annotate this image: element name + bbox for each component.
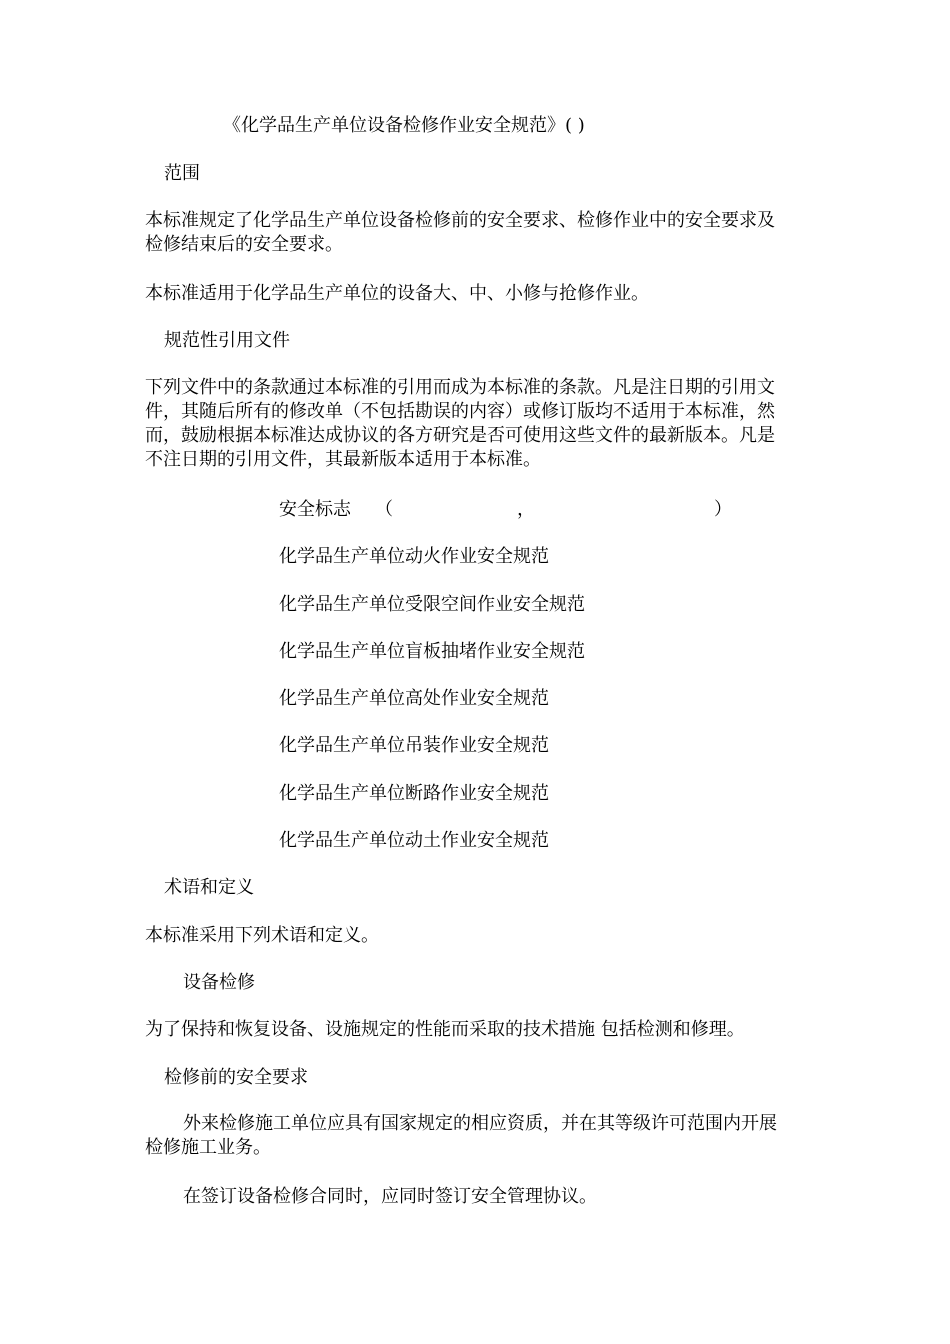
scope-paragraph-1 xyxy=(145,209,810,257)
reference-safety-sign: 安全标志 xyxy=(279,499,351,520)
pre-maintenance-paragraph-2: 在签订设备检修合同时，应同时签订安全管理协议。 xyxy=(183,1186,597,1207)
paragraph-line: 检修结束后的安全要求。 xyxy=(145,234,343,255)
terms-paragraph: 本标准采用下列术语和定义。 xyxy=(145,925,379,946)
paragraph-line: 本标准规定了化学品生产单位设备检修前的安全要求、检修作业中的安全要求及 xyxy=(145,210,775,231)
reference-item: 化学品生产单位动土作业安全规范 xyxy=(279,830,549,851)
term-definition-maintenance: 为了保持和恢复设备、设施规定的性能而采取的技术措施 包括检测和修理。 xyxy=(145,1019,745,1040)
paragraph-line: 检修施工业务。 xyxy=(145,1137,271,1158)
reference-item: 化学品生产单位盲板抽堵作业安全规范 xyxy=(279,641,585,662)
paragraph-line: 下列文件中的条款通过本标准的引用而成为本标准的条款。凡是注日期的引用文 xyxy=(145,377,775,398)
reference-item: 化学品生产单位高处作业安全规范 xyxy=(279,688,549,709)
section-heading-pre-maintenance: 检修前的安全要求 xyxy=(164,1067,308,1088)
term-heading-maintenance: 设备检修 xyxy=(183,972,255,993)
paragraph-line: 外来检修施工单位应具有国家规定的相应资质，并在其等级许可范围内开展 xyxy=(183,1113,777,1134)
scope-paragraph-2: 本标准适用于化学品生产单位的设备大、中、小修与抢修作业。 xyxy=(145,283,649,304)
section-heading-terms: 术语和定义 xyxy=(164,877,254,898)
paragraph-line: 而，鼓励根据本标准达成协议的各方研究是否可使用这些文件的最新版本。凡是 xyxy=(145,425,775,446)
references-paragraph xyxy=(145,376,810,472)
reference-safety-sign-comma: ， xyxy=(517,499,535,520)
paragraph-line: 不注日期的引用文件，其最新版本适用于本标准。 xyxy=(145,449,541,470)
section-heading-scope: 范围 xyxy=(164,163,200,184)
reference-safety-sign-open-paren: （ xyxy=(375,499,393,520)
pre-maintenance-paragraph-1 xyxy=(145,1112,810,1160)
reference-item: 化学品生产单位动火作业安全规范 xyxy=(279,546,549,567)
reference-item: 化学品生产单位断路作业安全规范 xyxy=(279,783,549,804)
paragraph-line: 件，其随后所有的修改单（不包括勘误的内容）或修订版均不适用于本标准，然 xyxy=(145,401,775,422)
reference-safety-sign-close-paren: ） xyxy=(714,499,732,520)
section-heading-references: 规范性引用文件 xyxy=(164,330,290,351)
reference-item: 化学品生产单位吊装作业安全规范 xyxy=(279,735,549,756)
document-title: 《化学品生产单位设备检修作业安全规范》( ) xyxy=(223,115,585,136)
reference-item: 化学品生产单位受限空间作业安全规范 xyxy=(279,594,585,615)
